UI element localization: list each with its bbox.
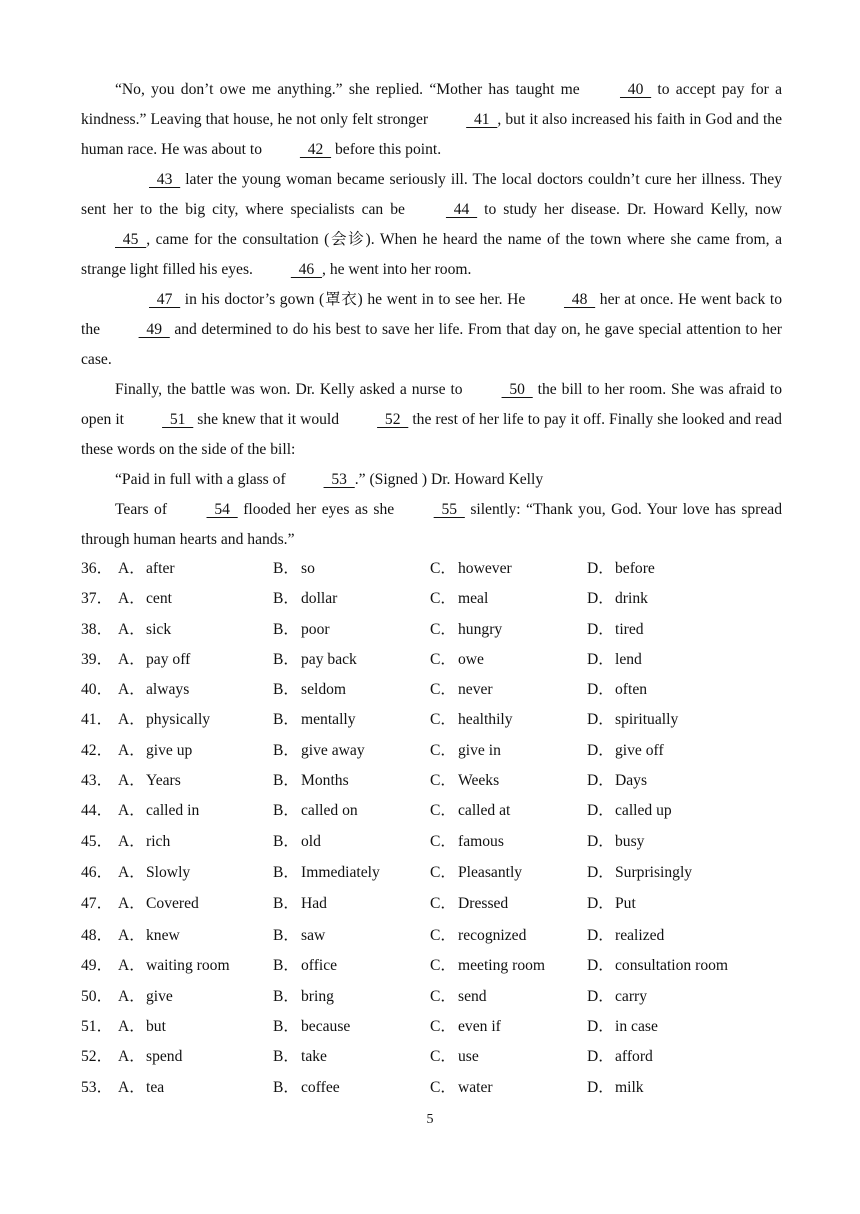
question-row bbox=[81, 705, 782, 735]
option-d[interactable] bbox=[587, 615, 644, 645]
question-row bbox=[81, 1042, 782, 1072]
blank-54: 54 bbox=[206, 501, 238, 518]
blank-42: 42 bbox=[299, 141, 332, 158]
option-text: even if bbox=[458, 1018, 501, 1036]
option-a[interactable] bbox=[118, 1042, 182, 1072]
blank-41: 41 bbox=[466, 111, 498, 128]
question-row bbox=[81, 766, 782, 796]
option-d[interactable] bbox=[587, 857, 692, 889]
option-c[interactable] bbox=[430, 857, 522, 889]
passage-text: Tears of bbox=[115, 501, 173, 518]
option-text: send bbox=[458, 987, 487, 1005]
option-text: carry bbox=[615, 987, 648, 1005]
option-text: so bbox=[301, 560, 315, 577]
question-row bbox=[81, 554, 782, 584]
option-letter: D． bbox=[587, 590, 614, 608]
option-c[interactable] bbox=[430, 888, 508, 920]
blank-40: 40 bbox=[619, 81, 652, 98]
question-number: 39． bbox=[81, 650, 113, 668]
option-text: Years bbox=[146, 772, 181, 790]
option-c[interactable] bbox=[430, 554, 512, 584]
option-letter: B． bbox=[273, 1078, 299, 1096]
option-b[interactable] bbox=[273, 615, 330, 645]
passage-paragraph-4 bbox=[81, 375, 782, 465]
blank-47: 47 bbox=[149, 291, 181, 308]
option-letter: B． bbox=[273, 681, 299, 699]
option-a[interactable] bbox=[118, 796, 199, 826]
option-d[interactable] bbox=[587, 796, 672, 826]
option-d[interactable] bbox=[587, 675, 647, 705]
option-a[interactable] bbox=[118, 982, 173, 1012]
option-a[interactable] bbox=[118, 827, 170, 857]
option-letter: B． bbox=[273, 957, 299, 975]
option-text: Months bbox=[301, 772, 349, 790]
option-letter: D． bbox=[587, 741, 614, 759]
option-d[interactable] bbox=[587, 951, 728, 981]
option-letter: D． bbox=[587, 711, 614, 729]
option-letter: A． bbox=[118, 926, 145, 944]
question-number: 43． bbox=[81, 772, 113, 790]
option-text: sick bbox=[146, 620, 172, 638]
option-text: Immediately bbox=[301, 863, 380, 881]
option-c[interactable] bbox=[430, 1073, 493, 1103]
question-number: 46． bbox=[81, 863, 113, 881]
option-c[interactable] bbox=[430, 675, 493, 705]
option-letter: B． bbox=[273, 650, 299, 668]
option-text: rich bbox=[146, 832, 171, 850]
option-c[interactable] bbox=[430, 982, 487, 1012]
option-letter: A． bbox=[118, 681, 145, 699]
option-b[interactable] bbox=[273, 857, 380, 889]
option-letter: A． bbox=[118, 650, 145, 668]
option-letter: D． bbox=[587, 895, 614, 913]
passage-text: .” (Signed ) Dr. Howard Kelly bbox=[354, 471, 544, 488]
option-text: old bbox=[301, 832, 321, 850]
option-text: Dressed bbox=[458, 895, 509, 913]
option-letter: B． bbox=[273, 560, 299, 577]
option-letter: C． bbox=[430, 711, 456, 729]
option-letter: D． bbox=[587, 560, 614, 577]
option-letter: C． bbox=[430, 590, 456, 608]
option-text: knew bbox=[146, 926, 180, 944]
option-letter: A． bbox=[118, 1078, 145, 1096]
option-letter: A． bbox=[118, 957, 145, 975]
option-text: meal bbox=[458, 590, 489, 608]
option-text: Days bbox=[615, 772, 648, 790]
option-text: always bbox=[146, 681, 190, 699]
blank-52: 52 bbox=[377, 411, 409, 428]
option-letter: C． bbox=[430, 926, 456, 944]
question-row bbox=[81, 827, 782, 857]
option-a[interactable] bbox=[118, 554, 175, 584]
passage-text: “No, you don’t owe me anything.” she replied. “Mother has taught me bbox=[115, 81, 586, 98]
option-letter: C． bbox=[430, 1078, 456, 1096]
option-letter: A． bbox=[118, 832, 145, 850]
option-a[interactable] bbox=[118, 615, 171, 645]
option-letter: A． bbox=[118, 772, 145, 790]
option-text: after bbox=[146, 560, 175, 577]
answer-options bbox=[81, 554, 782, 1103]
option-text: Put bbox=[615, 895, 636, 913]
page-number: 5 bbox=[426, 1112, 434, 1127]
option-letter: D． bbox=[587, 802, 614, 820]
question-row bbox=[81, 645, 782, 675]
passage-text: the bill to her room. She was afraid to open it bbox=[81, 381, 782, 428]
option-a[interactable] bbox=[118, 766, 181, 796]
question-number: 40． bbox=[81, 681, 113, 699]
option-text: afford bbox=[615, 1048, 653, 1066]
passage-text: , came for the consultation (会诊). When he heard the name of the town where she came from, a strange light filled his eyes. bbox=[81, 231, 782, 278]
option-text: Weeks bbox=[458, 772, 500, 790]
option-text: Had bbox=[301, 895, 327, 913]
option-a[interactable] bbox=[118, 1012, 166, 1042]
option-text: bring bbox=[301, 987, 334, 1005]
option-text: spend bbox=[146, 1048, 183, 1066]
option-letter: A． bbox=[118, 560, 145, 577]
option-letter: A． bbox=[118, 620, 145, 638]
option-letter: C． bbox=[430, 560, 456, 577]
option-a[interactable] bbox=[118, 645, 190, 675]
option-b[interactable] bbox=[273, 705, 356, 735]
question-number: 36． bbox=[81, 560, 113, 577]
option-letter: A． bbox=[118, 711, 145, 729]
option-a[interactable] bbox=[118, 1073, 164, 1103]
question-number: 42． bbox=[81, 741, 113, 759]
blank-53: 53 bbox=[323, 471, 355, 488]
blank-48: 48 bbox=[563, 291, 596, 308]
option-text: physically bbox=[146, 711, 211, 729]
option-letter: B． bbox=[273, 895, 299, 913]
option-letter: D． bbox=[587, 1018, 614, 1036]
option-d[interactable] bbox=[587, 736, 664, 766]
option-text: use bbox=[458, 1048, 479, 1066]
option-text: hungry bbox=[458, 620, 503, 638]
option-a[interactable] bbox=[118, 736, 192, 766]
option-text: Surprisingly bbox=[615, 863, 693, 881]
passage-text: to study her disease. Dr. Howard Kelly, now bbox=[477, 201, 783, 218]
option-b[interactable] bbox=[273, 766, 349, 796]
cloze-passage bbox=[81, 75, 782, 555]
option-d[interactable] bbox=[587, 1073, 644, 1103]
option-a[interactable] bbox=[118, 920, 180, 952]
option-text: coffee bbox=[301, 1078, 340, 1096]
option-text: give bbox=[146, 987, 173, 1005]
option-letter: A． bbox=[118, 741, 145, 759]
option-c[interactable] bbox=[430, 736, 501, 766]
option-b[interactable] bbox=[273, 827, 321, 857]
option-b[interactable] bbox=[273, 736, 365, 766]
blank-43: 43 bbox=[149, 171, 181, 188]
option-b[interactable] bbox=[273, 584, 337, 614]
option-letter: C． bbox=[430, 681, 456, 699]
option-c[interactable] bbox=[430, 584, 488, 614]
option-d[interactable] bbox=[587, 554, 655, 584]
option-d[interactable] bbox=[587, 1042, 653, 1072]
option-letter: A． bbox=[118, 1018, 145, 1036]
blank-50: 50 bbox=[501, 381, 533, 398]
blank-46: 46 bbox=[290, 261, 323, 278]
question-row bbox=[81, 888, 782, 920]
option-letter: C． bbox=[430, 650, 456, 668]
option-letter: B． bbox=[273, 863, 299, 881]
option-b[interactable] bbox=[273, 1012, 350, 1042]
option-text: give away bbox=[301, 741, 365, 759]
option-letter: D． bbox=[587, 620, 614, 638]
option-text: lend bbox=[615, 650, 642, 668]
blank-55: 55 bbox=[433, 501, 465, 518]
option-text: seldom bbox=[301, 681, 347, 699]
option-text: spiritually bbox=[615, 711, 679, 729]
question-number: 38． bbox=[81, 620, 113, 638]
passage-paragraph-1 bbox=[81, 75, 782, 165]
option-letter: B． bbox=[273, 802, 299, 820]
option-text: drink bbox=[615, 590, 648, 608]
option-b[interactable] bbox=[273, 1042, 327, 1072]
passage-text: to accept pay for a kindness.” Leaving that house, he not only felt stronger bbox=[81, 81, 782, 128]
passage-text: in his doctor’s gown (罩衣) he went in to see her. He bbox=[180, 291, 530, 308]
option-text: meeting room bbox=[458, 957, 546, 975]
blank-45: 45 bbox=[115, 231, 147, 248]
question-row bbox=[81, 951, 782, 981]
option-a[interactable] bbox=[118, 888, 199, 920]
option-text: healthily bbox=[458, 711, 513, 729]
passage-paragraph-3 bbox=[81, 285, 782, 375]
question-number: 45． bbox=[81, 832, 113, 850]
option-b[interactable] bbox=[273, 554, 315, 584]
option-d[interactable] bbox=[587, 920, 664, 952]
option-letter: C． bbox=[430, 802, 456, 820]
blank-44: 44 bbox=[445, 201, 478, 218]
option-text: called in bbox=[146, 802, 200, 820]
option-text: before bbox=[615, 560, 655, 577]
option-text: called at bbox=[458, 802, 511, 820]
option-text: tea bbox=[146, 1078, 165, 1096]
option-c[interactable] bbox=[430, 645, 484, 675]
question-row bbox=[81, 615, 782, 645]
option-text: called on bbox=[301, 802, 358, 820]
option-letter: C． bbox=[430, 1048, 456, 1066]
option-letter: B． bbox=[273, 926, 299, 944]
option-letter: D． bbox=[587, 650, 614, 668]
passage-text: Finally, the battle was won. Dr. Kelly asked a nurse to bbox=[115, 381, 468, 398]
option-text: recognized bbox=[458, 926, 527, 944]
option-c[interactable] bbox=[430, 796, 510, 826]
option-letter: C． bbox=[430, 772, 456, 790]
option-text: waiting room bbox=[146, 957, 230, 975]
option-letter: C． bbox=[430, 620, 456, 638]
option-text: consultation room bbox=[615, 957, 729, 975]
option-text: because bbox=[301, 1018, 351, 1036]
option-letter: D． bbox=[587, 863, 614, 881]
option-d[interactable] bbox=[587, 766, 647, 796]
option-letter: B． bbox=[273, 832, 299, 850]
option-c[interactable] bbox=[430, 920, 526, 952]
passage-text: , he went into her room. bbox=[322, 261, 472, 278]
option-letter: D． bbox=[587, 772, 614, 790]
option-d[interactable] bbox=[587, 982, 647, 1012]
option-text: Slowly bbox=[146, 863, 191, 881]
option-text: pay off bbox=[146, 650, 191, 668]
passage-text: , but it also increased his faith in God and the human race. He was about to bbox=[81, 111, 782, 158]
option-a[interactable] bbox=[118, 675, 189, 705]
option-letter: D． bbox=[587, 1048, 614, 1066]
option-a[interactable] bbox=[118, 705, 210, 735]
option-text: water bbox=[458, 1078, 493, 1096]
passage-text: she knew that it would bbox=[193, 411, 344, 428]
question-row bbox=[81, 584, 782, 614]
question-number: 53． bbox=[81, 1078, 113, 1096]
option-letter: C． bbox=[430, 987, 456, 1005]
question-row bbox=[81, 857, 782, 889]
option-text: poor bbox=[301, 620, 330, 638]
option-text: give off bbox=[615, 741, 664, 759]
passage-text: before this point. bbox=[331, 141, 442, 158]
option-letter: C． bbox=[430, 957, 456, 975]
option-d[interactable] bbox=[587, 888, 636, 920]
option-b[interactable] bbox=[273, 888, 327, 920]
passage-text: her at once. He went back to the bbox=[81, 291, 782, 338]
option-letter: D． bbox=[587, 957, 614, 975]
option-c[interactable] bbox=[430, 766, 499, 796]
option-d[interactable] bbox=[587, 1012, 658, 1042]
option-text: often bbox=[615, 681, 648, 699]
option-b[interactable] bbox=[273, 920, 325, 952]
question-number: 49． bbox=[81, 957, 113, 975]
passage-text: “Paid in full with a glass of bbox=[115, 471, 290, 488]
question-row bbox=[81, 982, 782, 1012]
question-number: 44． bbox=[81, 802, 113, 820]
option-text: Covered bbox=[146, 895, 199, 913]
option-text: dollar bbox=[301, 590, 338, 608]
option-d[interactable] bbox=[587, 827, 644, 857]
option-text: in case bbox=[615, 1018, 658, 1036]
passage-paragraph-6 bbox=[81, 495, 782, 555]
option-text: Pleasantly bbox=[458, 863, 523, 881]
option-letter: C． bbox=[430, 1018, 456, 1036]
option-letter: D． bbox=[587, 926, 614, 944]
option-text: but bbox=[146, 1018, 166, 1036]
option-a[interactable] bbox=[118, 584, 172, 614]
passage-text: and determined to do his best to save her life. From that day on, he gave special attention to her case. bbox=[81, 321, 782, 368]
option-letter: B． bbox=[273, 741, 299, 759]
option-d[interactable] bbox=[587, 584, 648, 614]
option-text: take bbox=[301, 1048, 327, 1066]
passage-text: later the young woman became seriously ill. The local doctors couldn’t cure her illness. They sent her to the big city, where specialists can be bbox=[81, 171, 782, 218]
option-text: famous bbox=[458, 832, 504, 850]
option-text: saw bbox=[301, 926, 326, 944]
option-c[interactable] bbox=[430, 827, 504, 857]
option-b[interactable] bbox=[273, 645, 357, 675]
question-number: 47． bbox=[81, 895, 113, 913]
option-letter: B． bbox=[273, 1018, 299, 1036]
passage-text: the rest of her life to pay it off. Finally she looked and read these words on the side of the bill: bbox=[81, 411, 782, 458]
option-letter: B． bbox=[273, 590, 299, 608]
question-number: 50． bbox=[81, 987, 113, 1005]
option-text: pay back bbox=[301, 650, 357, 668]
option-b[interactable] bbox=[273, 1073, 340, 1103]
option-letter: B． bbox=[273, 987, 299, 1005]
question-number: 48． bbox=[81, 926, 113, 944]
option-text: mentally bbox=[301, 711, 356, 729]
option-b[interactable] bbox=[273, 675, 346, 705]
option-text: called up bbox=[615, 802, 672, 820]
question-number: 52． bbox=[81, 1048, 113, 1066]
option-letter: A． bbox=[118, 895, 145, 913]
option-text: tired bbox=[615, 620, 644, 638]
option-text: realized bbox=[615, 926, 665, 944]
question-row bbox=[81, 736, 782, 766]
option-text: however bbox=[458, 560, 512, 577]
option-letter: A． bbox=[118, 802, 145, 820]
option-b[interactable] bbox=[273, 982, 334, 1012]
option-letter: A． bbox=[118, 1048, 145, 1066]
option-d[interactable] bbox=[587, 645, 642, 675]
option-text: cent bbox=[146, 590, 172, 608]
option-letter: B． bbox=[273, 620, 299, 638]
option-letter: D． bbox=[587, 832, 614, 850]
option-letter: B． bbox=[273, 1048, 299, 1066]
option-letter: A． bbox=[118, 590, 145, 608]
option-c[interactable] bbox=[430, 705, 513, 735]
question-row bbox=[81, 1073, 782, 1103]
question-number: 51． bbox=[81, 1018, 113, 1036]
option-a[interactable] bbox=[118, 951, 230, 981]
blank-51: 51 bbox=[162, 411, 194, 428]
blank-49: 49 bbox=[138, 321, 170, 338]
passage-text: flooded her eyes as she bbox=[237, 501, 400, 518]
option-c[interactable] bbox=[430, 951, 545, 981]
option-letter: B． bbox=[273, 772, 299, 790]
option-text: give in bbox=[458, 741, 501, 759]
option-text: office bbox=[301, 957, 338, 975]
option-text: busy bbox=[615, 832, 645, 850]
option-letter: C． bbox=[430, 741, 456, 759]
option-text: owe bbox=[458, 650, 484, 668]
question-row bbox=[81, 675, 782, 705]
option-b[interactable] bbox=[273, 951, 337, 981]
option-a[interactable] bbox=[118, 857, 190, 889]
option-letter: C． bbox=[430, 832, 456, 850]
option-letter: C． bbox=[430, 895, 456, 913]
option-letter: A． bbox=[118, 863, 145, 881]
option-c[interactable] bbox=[430, 1042, 479, 1072]
option-letter: C． bbox=[430, 863, 456, 881]
question-row bbox=[81, 796, 782, 826]
option-b[interactable] bbox=[273, 796, 358, 826]
question-row bbox=[81, 1012, 782, 1042]
passage-paragraph-5 bbox=[81, 465, 782, 495]
option-d[interactable] bbox=[587, 705, 678, 735]
question-number: 41． bbox=[81, 711, 113, 729]
option-letter: A． bbox=[118, 987, 145, 1005]
option-c[interactable] bbox=[430, 1012, 501, 1042]
option-letter: D． bbox=[587, 987, 614, 1005]
option-letter: B． bbox=[273, 711, 299, 729]
question-number: 37． bbox=[81, 590, 113, 608]
option-text: never bbox=[458, 681, 493, 699]
option-text: give up bbox=[146, 741, 193, 759]
option-letter: D． bbox=[587, 1078, 614, 1096]
passage-text: silently: “Thank you, God. Your love has spread through human hearts and hands.” bbox=[81, 501, 783, 548]
question-row bbox=[81, 920, 782, 952]
option-text: milk bbox=[615, 1078, 644, 1096]
option-letter: D． bbox=[587, 681, 614, 699]
option-c[interactable] bbox=[430, 615, 502, 645]
passage-paragraph-2 bbox=[81, 165, 782, 285]
